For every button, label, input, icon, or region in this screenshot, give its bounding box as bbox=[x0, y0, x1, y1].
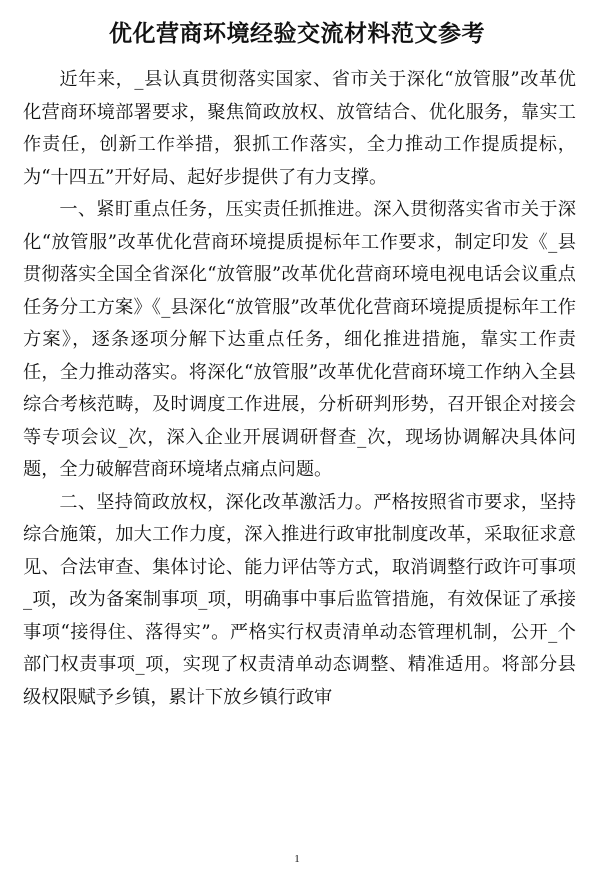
document-title: 优化营商环境经验交流材料范文参考 bbox=[109, 20, 485, 47]
paragraph-section-1: 一、紧盯重点任务，压实责任抓推进。深入贯彻落实省市关于深化“放管服”改革优化营商环境提质提标年工作要求，制定印发《_县贯彻落实全国全省深化“放管服”改革优化营商环境电视电话会议重点任务分工方案》《_县深化“放管服”改革优化营商环境提质提标年工作方案》，逐条逐项分解下达重点任务，细化推进措施，靠实工作责任，全力推动落实。将深化“放管服”改革优化营商环境工作纳入全县综合考核范畴，及时调度工作进展，分析研判形势，召开银企对接会等专项会议_次，深入企业开展调研督查_次，现场协调解决具体问题，全力破解营商环境堵点痛点问题。 bbox=[23, 199, 576, 480]
page-number: 1 bbox=[294, 853, 300, 865]
document-body bbox=[23, 64, 576, 714]
paragraph-section-2: 二、坚持简政放权，深化改革激活力。严格按照省市要求，坚持综合施策，加大工作力度，深入推进行政审批制度改革，采取征求意见、合法审查、集体讨论、能力评估等方式，取消调整行政许可事项_项，改为备案制事项_项，明确事中事后监管措施，有效保证了承接事项“接得住、落得实”。严格实行权责清单动态管理机制，公开_个部门权责事项_项，实现了权责清单动态调整、精准适用。将部分县级权限赋予乡镇，累计下放乡镇行政审 bbox=[23, 491, 576, 708]
paragraph-intro: 近年来，_县认真贯彻落实国家、省市关于深化“放管服”改革优化营商环境部署要求，聚焦简政放权、放管结合、优化服务，靠实工作责任，创新工作举措，狠抓工作落实，全力推动工作提质提标，为“十四五”开好局、起好步提供了有力支撑。 bbox=[23, 69, 576, 188]
